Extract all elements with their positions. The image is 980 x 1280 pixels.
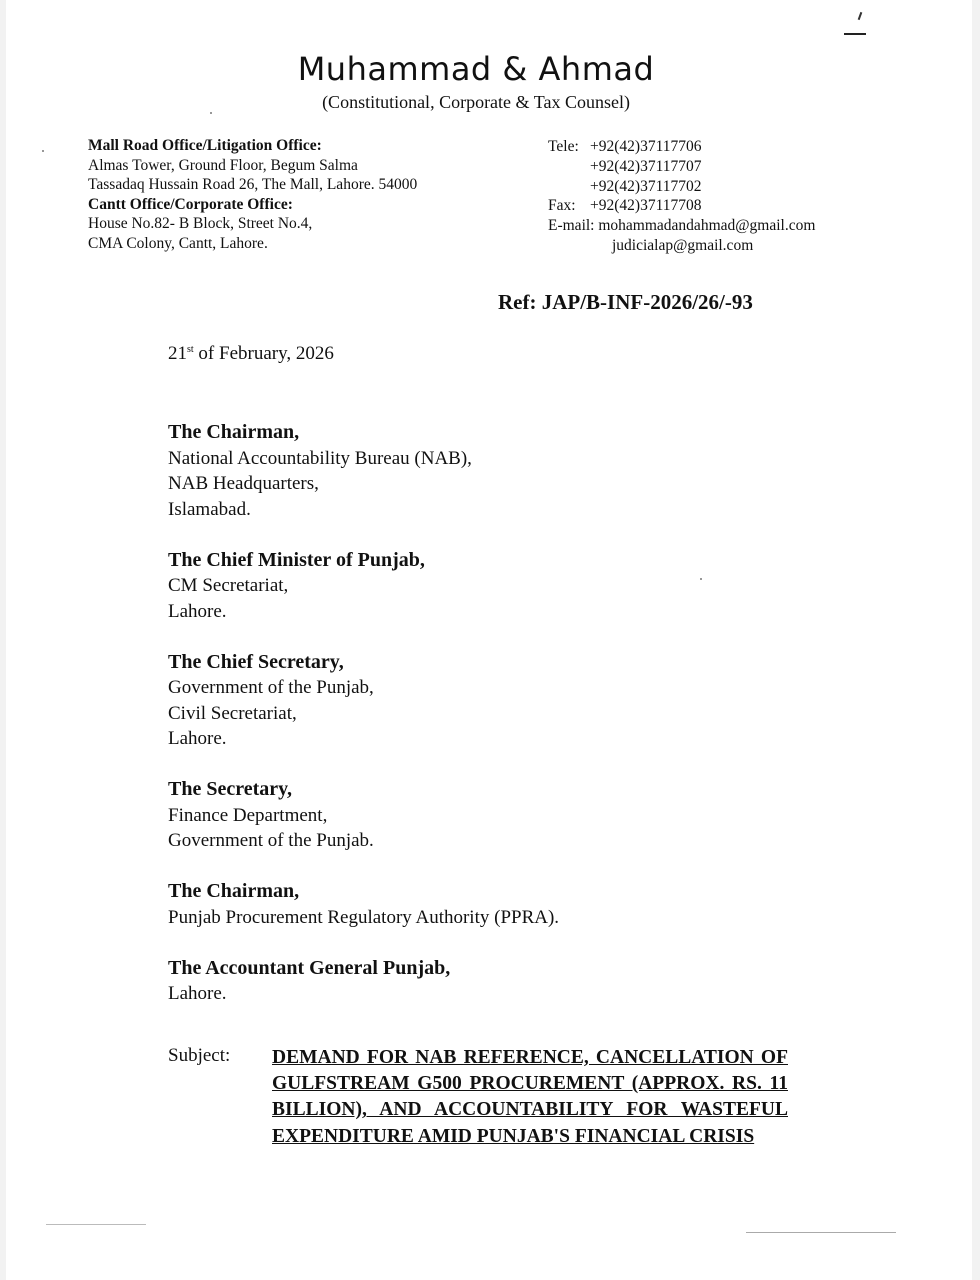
phone-number: +92(42)37117707: [590, 157, 702, 175]
letter-page: [6, 0, 972, 1280]
letter-date: [168, 343, 334, 365]
recipient-title: The Chief Secretary,: [168, 650, 344, 673]
email-address[interactable]: mohammadandahmad@gmail.com: [598, 217, 816, 235]
fax-number: +92(42)37117708: [590, 197, 702, 215]
office-heading: Cantt Office/Corporate Office:: [88, 195, 293, 213]
recipient-line: Islamabad.: [168, 498, 251, 520]
scan-artifact: [746, 1232, 896, 1233]
recipient-title: The Chairman,: [168, 421, 300, 443]
scan-speck: [700, 578, 702, 580]
firm-name: Muhammad & Ahmad: [297, 50, 655, 88]
reference-number: Ref: JAP/B-INF-2026/26/-93: [498, 290, 753, 314]
tele-row: [548, 137, 815, 157]
date-suffix: st: [187, 344, 194, 355]
scan-artifact: [46, 1224, 146, 1225]
recipient: [168, 777, 559, 854]
pen-mark: [858, 12, 863, 20]
recipient: [168, 879, 559, 930]
fax-label: Fax:: [548, 197, 576, 215]
fax-row: [548, 196, 815, 216]
date-rest: of February, 2026: [193, 343, 334, 364]
recipients-list: [168, 420, 559, 1032]
recipient: [168, 548, 559, 625]
recipient-line: Government of the Punjab,: [168, 677, 374, 698]
address-line: Almas Tower, Ground Floor, Begum Salma: [88, 156, 358, 174]
recipient: [168, 650, 559, 752]
recipient-line: Finance Department,: [168, 804, 328, 826]
recipient-line: Punjab Procurement Regulatory Authority (PPRA).: [168, 906, 560, 928]
subject-label: Subject:: [168, 1045, 231, 1066]
date-day: 21: [168, 343, 187, 364]
phone-number: +92(42)37117702: [590, 177, 702, 195]
office-heading: Mall Road Office/Litigation Office:: [88, 137, 322, 154]
recipient-title: The Secretary,: [168, 778, 293, 800]
email-row: [548, 216, 815, 236]
recipient-title: The Chairman,: [168, 880, 300, 902]
recipient-title: The Accountant General Punjab,: [168, 956, 451, 979]
contact-block: [548, 137, 815, 256]
recipient-line: Lahore.: [168, 983, 227, 1004]
recipient-line: NAB Headquarters,: [168, 473, 319, 494]
address-line: CMA Colony, Cantt, Lahore.: [88, 234, 268, 252]
recipient-title: The Chief Minister of Punjab,: [168, 548, 425, 571]
address-line: House No.82- B Block, Street No.4,: [88, 215, 313, 232]
office-addresses: [88, 136, 417, 253]
pen-mark: [844, 33, 866, 35]
subject-text: DEMAND FOR NAB REFERENCE, CANCELLATION OF GULFSTREAM G500 PROCUREMENT (APPROX. RS. 11 BILLION), AND ACCOUNTABILITY FOR WASTEFUL EXPENDITURE AMID PUNJAB'S FINANCIAL CRISIS: [272, 1047, 788, 1147]
firm-subtitle: (Constitutional, Corporate & Tax Counsel): [322, 92, 630, 112]
recipient-line: Lahore.: [168, 600, 227, 622]
recipient-line: Government of the Punjab.: [168, 830, 374, 851]
recipient-line: CM Secretariat,: [168, 575, 289, 596]
email-label: E-mail:: [548, 217, 595, 235]
scan-speck: [210, 112, 212, 114]
scan-speck: [42, 150, 44, 152]
recipient-line: Civil Secretariat,: [168, 702, 297, 724]
recipient: [168, 420, 559, 522]
recipient-line: National Accountability Bureau (NAB),: [168, 447, 472, 469]
email-address[interactable]: judicialap@gmail.com: [612, 236, 754, 254]
recipient-line: Lahore.: [168, 728, 227, 749]
address-line: Tassadaq Hussain Road 26, The Mall, Lahore. 54000: [88, 176, 418, 193]
recipient: [168, 956, 559, 1007]
tele-label: Tele:: [548, 138, 579, 155]
phone-number: +92(42)37117706: [590, 138, 702, 155]
